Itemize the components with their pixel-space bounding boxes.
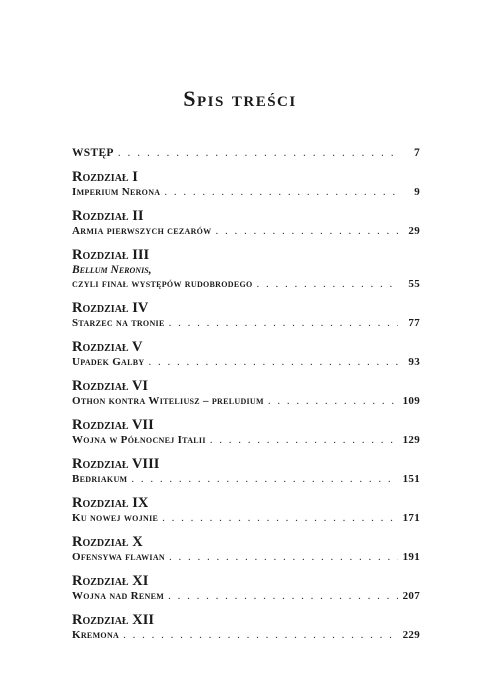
entry-title: Othon kontra Witeliusz – preludium (72, 395, 264, 407)
entry-page-number: 129 (402, 434, 420, 446)
chapter-label: Rozdział VIII (72, 456, 160, 472)
entry-title: Starzec na tronie (72, 317, 165, 329)
chapter-label: Rozdział VI (72, 378, 149, 394)
toc-entry-chapter-8 (72, 456, 420, 487)
entry-page-number: 171 (402, 512, 420, 524)
chapter-label: Rozdział XI (72, 573, 149, 589)
chapter-label: Rozdział VII (72, 417, 154, 433)
toc-entry-chapter-12 (72, 612, 420, 643)
dot-leader (268, 394, 398, 409)
chapter-label: Rozdział II (72, 208, 144, 224)
entry-page-number: 151 (402, 473, 420, 485)
chapter-label: Rozdział IX (72, 495, 149, 511)
dot-leader (162, 511, 398, 526)
entry-page-number: 191 (402, 551, 420, 563)
page-title: Spis treści (183, 86, 297, 111)
chapter-label: Rozdział I (72, 169, 138, 185)
toc-entry-chapter-10 (72, 534, 420, 565)
entry-page-number: 207 (402, 590, 420, 602)
dot-leader (118, 146, 398, 161)
entry-title: Upadek Galby (72, 356, 145, 368)
entry-page-number: 77 (408, 317, 420, 329)
toc-entry-chapter-3 (72, 247, 420, 292)
chapter-label: Rozdział V (72, 339, 143, 355)
dot-leader (169, 316, 398, 331)
entry-title: Kremona (72, 629, 120, 641)
chapter-label: Rozdział IV (72, 300, 149, 316)
toc-entry-chapter-4 (72, 300, 420, 331)
entry-title: Wojna nad Renem (72, 590, 165, 602)
entry-page-number: 229 (402, 629, 420, 641)
entry-page-number: 93 (408, 356, 420, 368)
entry-page-number: 55 (408, 278, 420, 290)
dot-leader (168, 589, 398, 604)
dot-leader (257, 277, 398, 292)
toc-entry-chapter-11 (72, 573, 420, 604)
entry-title: Ofensywa flawian (72, 551, 166, 563)
dot-leader (148, 355, 398, 370)
entry-subtitle: Bellum Neronis, (72, 264, 152, 276)
toc-entry-intro (72, 146, 420, 161)
toc-entry-chapter-6 (72, 378, 420, 409)
entry-page-number: 7 (413, 147, 420, 159)
toc-entry-chapter-9 (72, 495, 420, 526)
table-of-contents (72, 146, 420, 643)
chapter-label: Rozdział III (72, 247, 150, 263)
entry-page-number: 109 (402, 395, 420, 407)
entry-page-number: 9 (414, 186, 420, 198)
dot-leader (169, 550, 398, 565)
dot-leader (210, 433, 398, 448)
entry-title: Ku nowej wojnie (72, 512, 159, 524)
entry-title: czyli finał występów rudobrodego (72, 278, 253, 290)
entry-title: Bedriakum (72, 473, 128, 485)
entry-title: WSTĘP (72, 147, 114, 159)
chapter-label: Rozdział XII (72, 612, 154, 628)
toc-entry-chapter-2 (72, 208, 420, 239)
entry-title: Armia pierwszych cezarów (72, 225, 212, 237)
dot-leader (131, 472, 398, 487)
entry-title: Imperium Nerona (72, 186, 161, 198)
dot-leader (123, 628, 398, 643)
chapter-label: Rozdział X (72, 534, 143, 550)
dot-leader (215, 224, 398, 239)
entry-title: Wojna w Północnej Italii (72, 434, 206, 446)
toc-entry-chapter-1 (72, 169, 420, 200)
entry-page-number: 29 (408, 225, 420, 237)
toc-entry-chapter-5 (72, 339, 420, 370)
dot-leader (164, 185, 398, 200)
toc-entry-chapter-7 (72, 417, 420, 448)
